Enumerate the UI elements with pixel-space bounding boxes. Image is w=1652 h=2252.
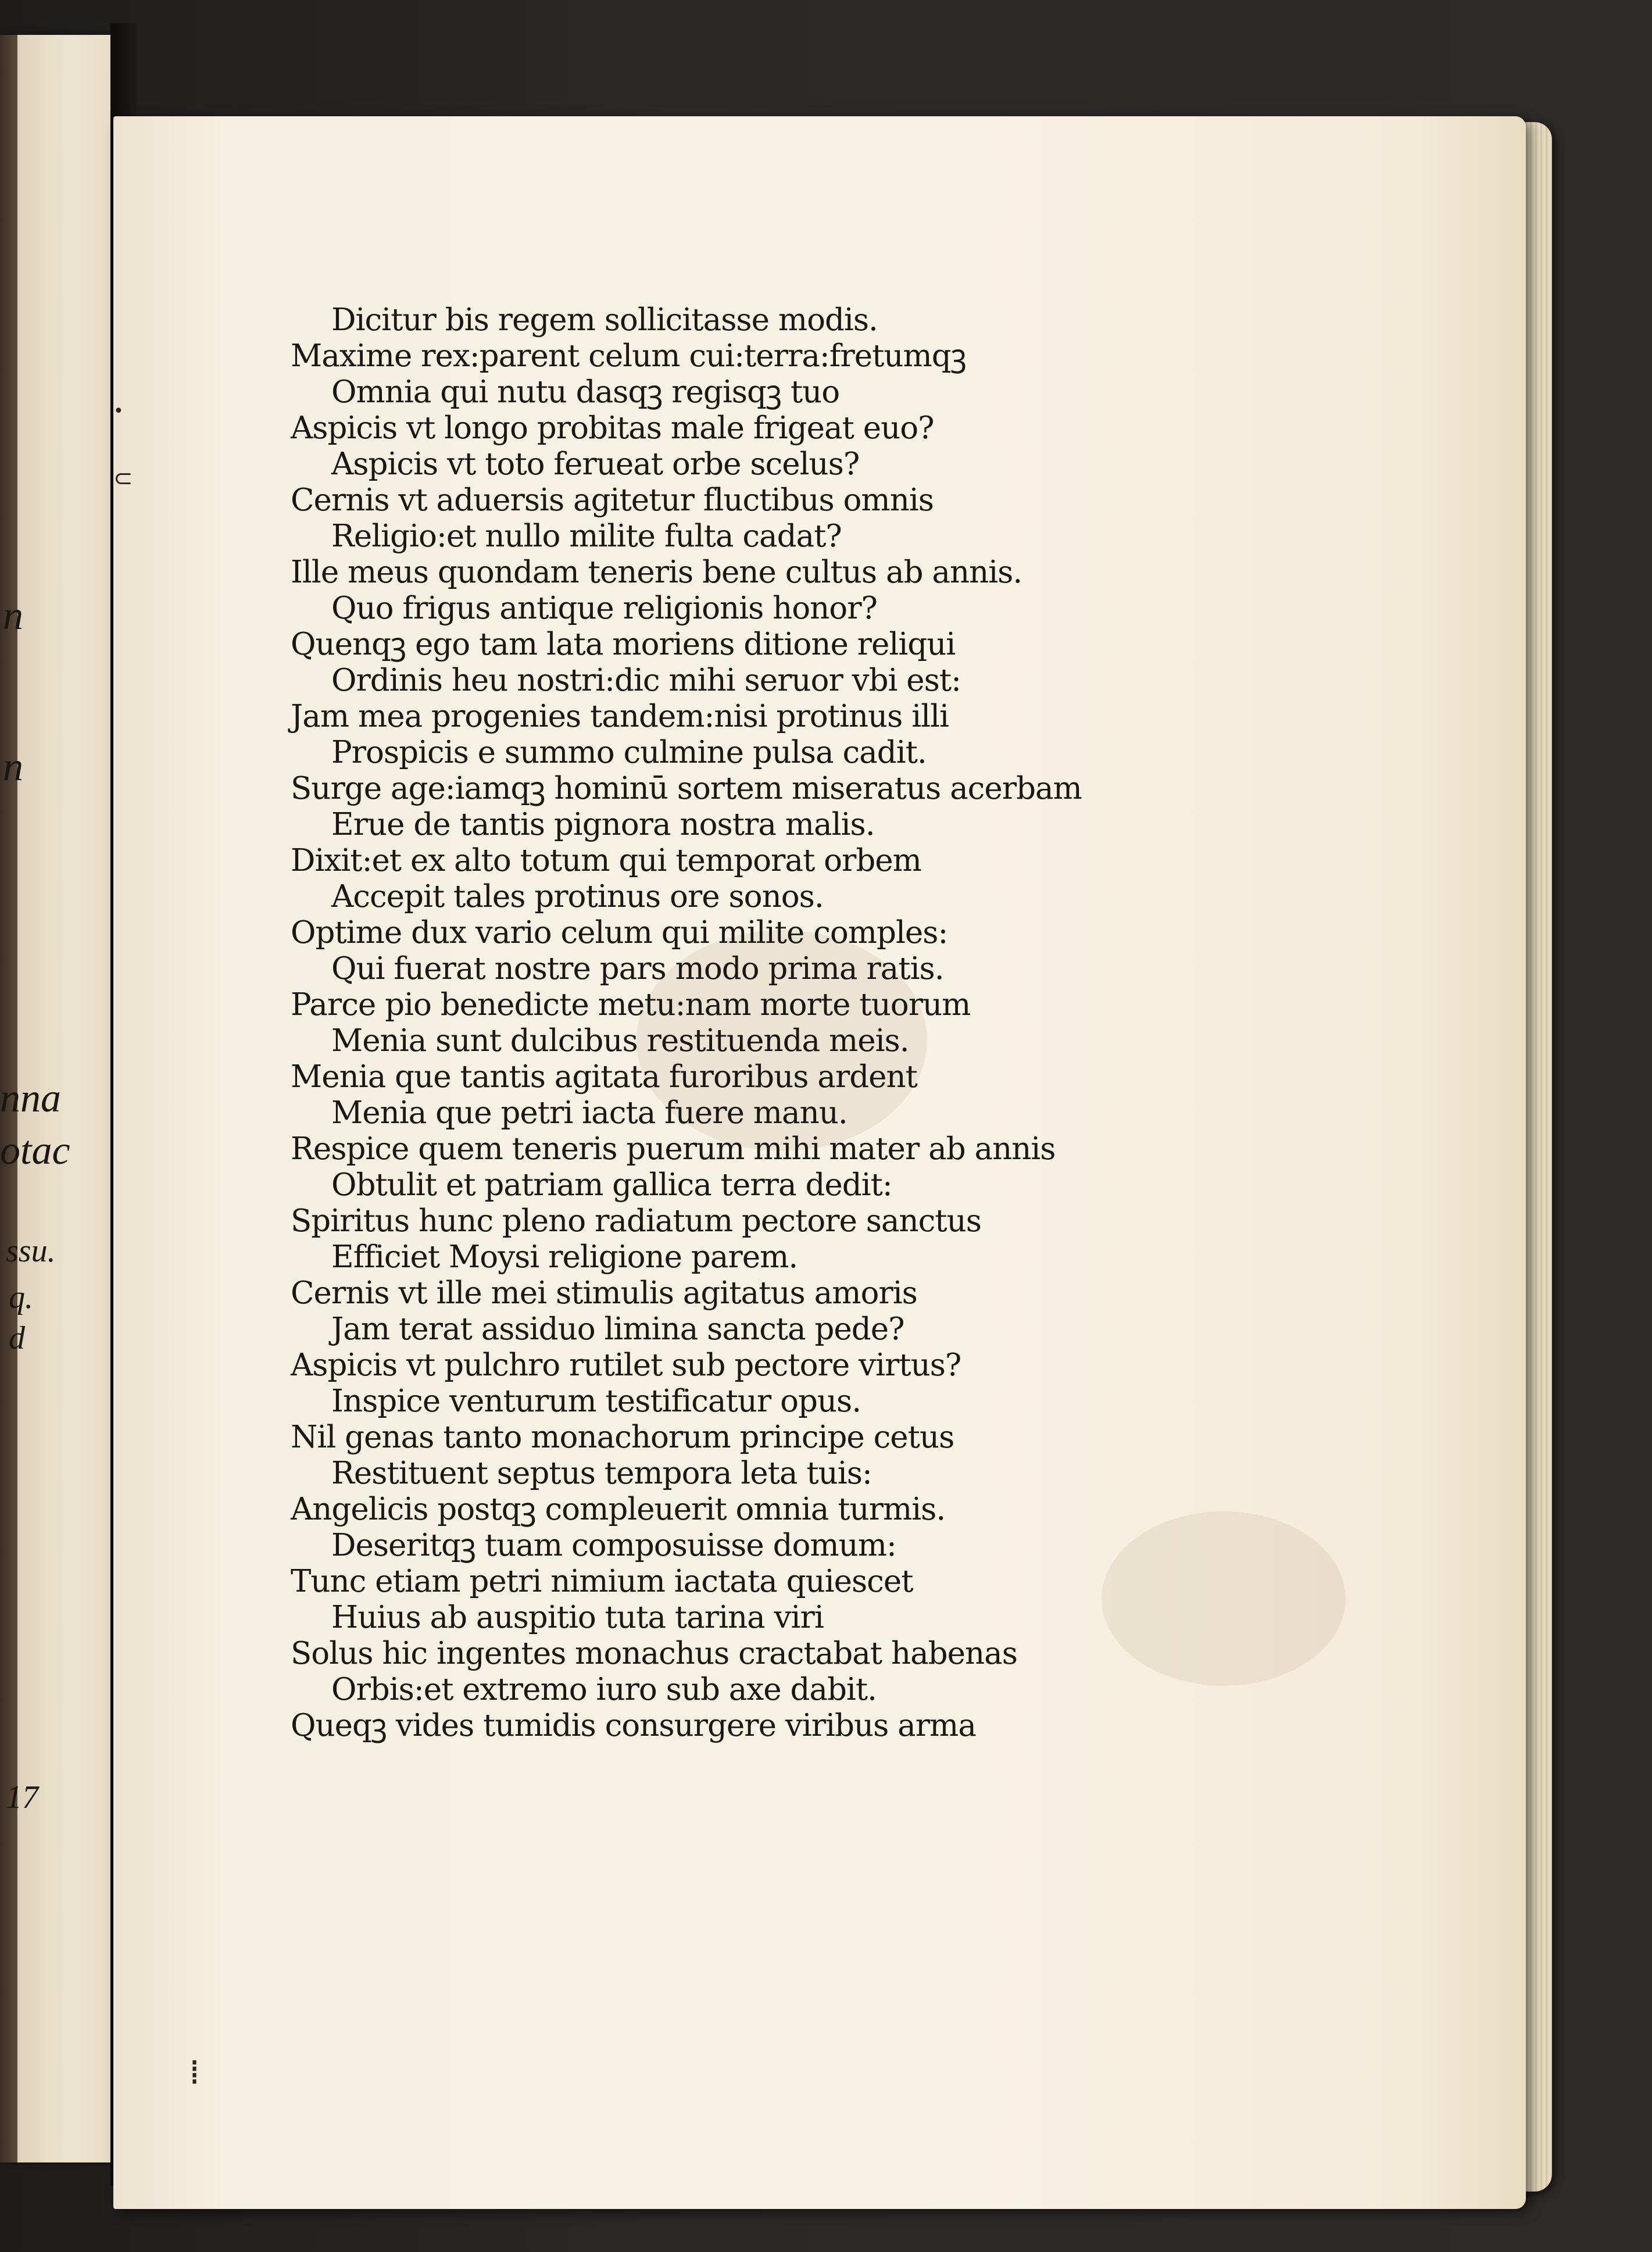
verse-line: Inspice venturum testificatur opus. <box>331 1384 861 1419</box>
margin-dot: • <box>113 401 124 421</box>
verse-line: Solus hic ingentes monachus cractabat habenas <box>291 1636 1017 1671</box>
verse-line: Menia sunt dulcibus restituenda meis. <box>331 1023 909 1059</box>
fragment: d <box>9 1320 25 1356</box>
verse-line: Huius ab auspitio tuta tarina viri <box>331 1600 824 1635</box>
verse-line: Angelicis postqꝫ compleuerit omnia turmis. <box>291 1492 946 1527</box>
verse-line: Religio:et nullo milite fulta cadat? <box>331 519 842 554</box>
verse-line: Dixit:et ex alto totum qui temporat orbem <box>291 843 921 878</box>
verse-line: Optime dux vario celum qui milite comples: <box>291 915 948 950</box>
fragment: n <box>3 745 23 789</box>
previous-page-edge <box>0 35 116 2162</box>
verse-line: Jam terat assiduo limina sancta pede? <box>331 1311 904 1347</box>
verse-text-block <box>291 302 1337 1744</box>
verse-line: Cernis vt ille mei stimulis agitatus amoris <box>291 1275 917 1311</box>
verse-line: Maxime rex:parent celum cui:terra:fretumqꝫ <box>291 338 966 374</box>
margin-mark: ⊂ <box>113 465 133 492</box>
verse-line: Spiritus hunc pleno radiatum pectore sanctus <box>291 1203 981 1239</box>
verse-line: Obtulit et patriam gallica terra dedit: <box>331 1167 892 1203</box>
fragment: q. <box>9 1279 33 1316</box>
verse-line: Nil genas tanto monachorum principe cetus <box>291 1420 954 1455</box>
fragment: n <box>3 594 23 638</box>
previous-page-text-fragments <box>0 35 116 2162</box>
fragment: nna <box>0 1076 61 1121</box>
verse-line: Menia que petri iacta fuere manu. <box>331 1095 848 1131</box>
fragment: otac <box>0 1128 70 1173</box>
verse-line: Queqꝫ vides tumidis consurgere viribus arma <box>291 1708 976 1743</box>
verse-line: Restituent septus tempora leta tuis: <box>331 1456 872 1491</box>
verse-line: Ille meus quondam teneris bene cultus ab annis. <box>291 555 1022 590</box>
verse-line: Aspicis vt toto ferueat orbe scelus? <box>331 446 860 482</box>
verse-line: Efficiet Moysi religione parem. <box>331 1239 798 1275</box>
fragment: ssu. <box>6 1233 56 1269</box>
verse-line: Aspicis vt longo probitas male frigeat euo? <box>291 410 934 446</box>
verse-line: Jam mea progenies tandem:nisi protinus illi <box>291 699 949 734</box>
ink-mark: ⁞ <box>189 2052 201 2093</box>
verse-line: Menia que tantis agitata furoribus ardent <box>291 1059 917 1095</box>
verse-line: Quenqꝫ ego tam lata moriens ditione reliqui <box>291 627 956 662</box>
verse-line: Aspicis vt pulchro rutilet sub pectore virtus? <box>291 1347 961 1383</box>
verse-line: Tunc etiam petri nimium iactata quiescet <box>291 1564 913 1599</box>
fragment: 17 <box>6 1779 38 1815</box>
verse-line: Dicitur bis regem sollicitasse modis. <box>331 302 878 338</box>
verse-line: Respice quem teneris puerum mihi mater ab annis <box>291 1131 1056 1167</box>
verse-line: Qui fuerat nostre pars modo prima ratis. <box>331 951 944 986</box>
verse-line: Deseritqꝫ tuam composuisse domum: <box>331 1528 896 1563</box>
verse-line: Erue de tantis pignora nostra malis. <box>331 807 875 842</box>
verse-line: Surge age:iamqꝫ hominū sortem miseratus acerbam <box>291 771 1082 806</box>
verse-line: Cernis vt aduersis agitetur fluctibus omnis <box>291 482 934 518</box>
verse-line: Orbis:et extremo iuro sub axe dabit. <box>331 1672 877 1707</box>
verse-line: Omnia qui nutu dasqꝫ regisqꝫ tuo <box>331 374 840 410</box>
verse-line: Ordinis heu nostri:dic mihi seruor vbi est: <box>331 663 961 698</box>
verse-line: Quo frigus antique religionis honor? <box>331 591 877 626</box>
verse-line: Accepit tales protinus ore sonos. <box>331 879 824 914</box>
verse-line: Prospicis e summo culmine pulsa cadit. <box>331 735 927 770</box>
verse-line: Parce pio benedicte metu:nam morte tuorum <box>291 987 971 1023</box>
